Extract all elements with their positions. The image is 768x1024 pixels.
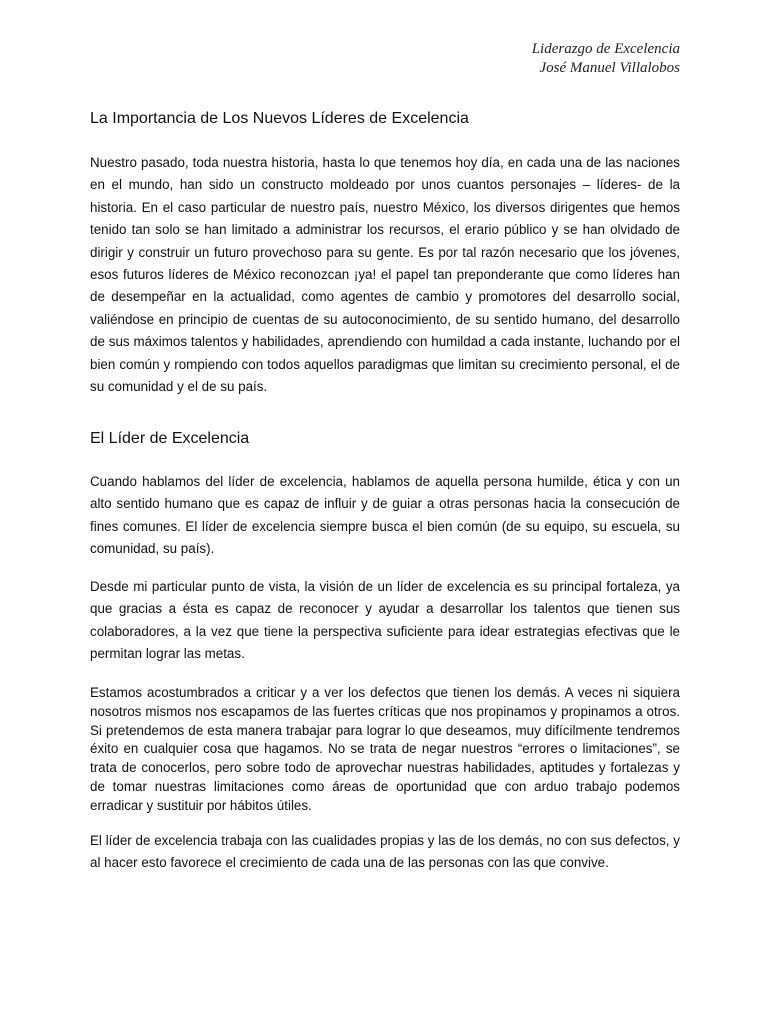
paragraph-importancia-1: Nuestro pasado, toda nuestra historia, hasta lo que tenemos hoy día, en cada una de las naciones en el mundo, han sido un constructo moldeado por unos cuantos personajes – líderes- de la historia. En el caso particular de nuestro país, nuestro México, los diversos dirigentes que hemos tenido tan solo se han limitado a administrar los recursos, el erario público y se han olvidado de dirigir y construir un futuro provechoso para su gente. Es por tal razón necesario que los jóvenes, esos futuros líderes de México reconozcan ¡ya! el papel tan preponderante que como líderes han de desempeñar en la actualidad, como agentes de cambio y promotores del desarrollo social, valiéndose en principio de cuentas de su autoconocimiento, de su sentido humano, del desarrollo de sus máximos talentos y habilidades, aprendiendo con humildad a cada instante, luchando por el bien común y rompiendo con todos aquellos paradigmas que limitan su crecimiento personal, el de su comunidad y el de su país. bbox=[90, 155, 680, 395]
header-title: Liderazgo de Excelencia bbox=[531, 41, 680, 57]
paragraph-lider-1: Cuando hablamos del líder de excelencia, hablamos de aquella persona humilde, ética y con un alto sentido humano que es capaz de influir y de guiar a otras personas hacia la consecución de fines comunes. El líder de excelencia siempre busca el bien común (de su equipo, su escuela, su comunidad, su país). bbox=[90, 474, 680, 557]
section-title-importancia: La Importancia de Los Nuevos Líderes de Excelencia bbox=[90, 110, 469, 127]
running-header bbox=[90, 40, 680, 78]
paragraph-lider-3: Estamos acostumbrados a criticar y a ver los defectos que tienen los demás. A veces ni siquiera nosotros mismos nos escapamos de las fuertes críticas que nos propinamos y propinamos a otros. Si pretendemos de esta manera trabajar para lograr lo que deseamos, muy difícilmente tendremos éxito en cualquier cosa que hagamos. No se trata de negar nuestros “errores o limitaciones”, se trata de conocerlos, pero sobre todo de aprovechar nuestras habilidades, aptitudes y fortalezas y de tomar nuestras limitaciones como áreas de oportunidad que con arduo trabajo podemos erradicar y sustituir por hábitos útiles. bbox=[90, 685, 680, 813]
section-title-lider: El Líder de Excelencia bbox=[90, 430, 250, 447]
paragraph-lider-2: Desde mi particular punto de vista, la visión de un líder de excelencia es su principal fortaleza, ya que gracias a ésta es capaz de reconocer y ayudar a desarrollar los talentos que tienen sus colaboradores, a la vez que tiene la perspectiva suficiente para idear estrategias efectivas que le permitan lograr las metas. bbox=[90, 579, 680, 662]
document-page bbox=[90, 40, 680, 871]
paragraph-lider-4: El líder de excelencia trabaja con las cualidades propias y las de los demás, no con sus defectos, y al hacer esto favorece el crecimiento de cada una de las personas con las que convive. bbox=[90, 833, 680, 871]
header-author: José Manuel Villalobos bbox=[539, 60, 680, 76]
